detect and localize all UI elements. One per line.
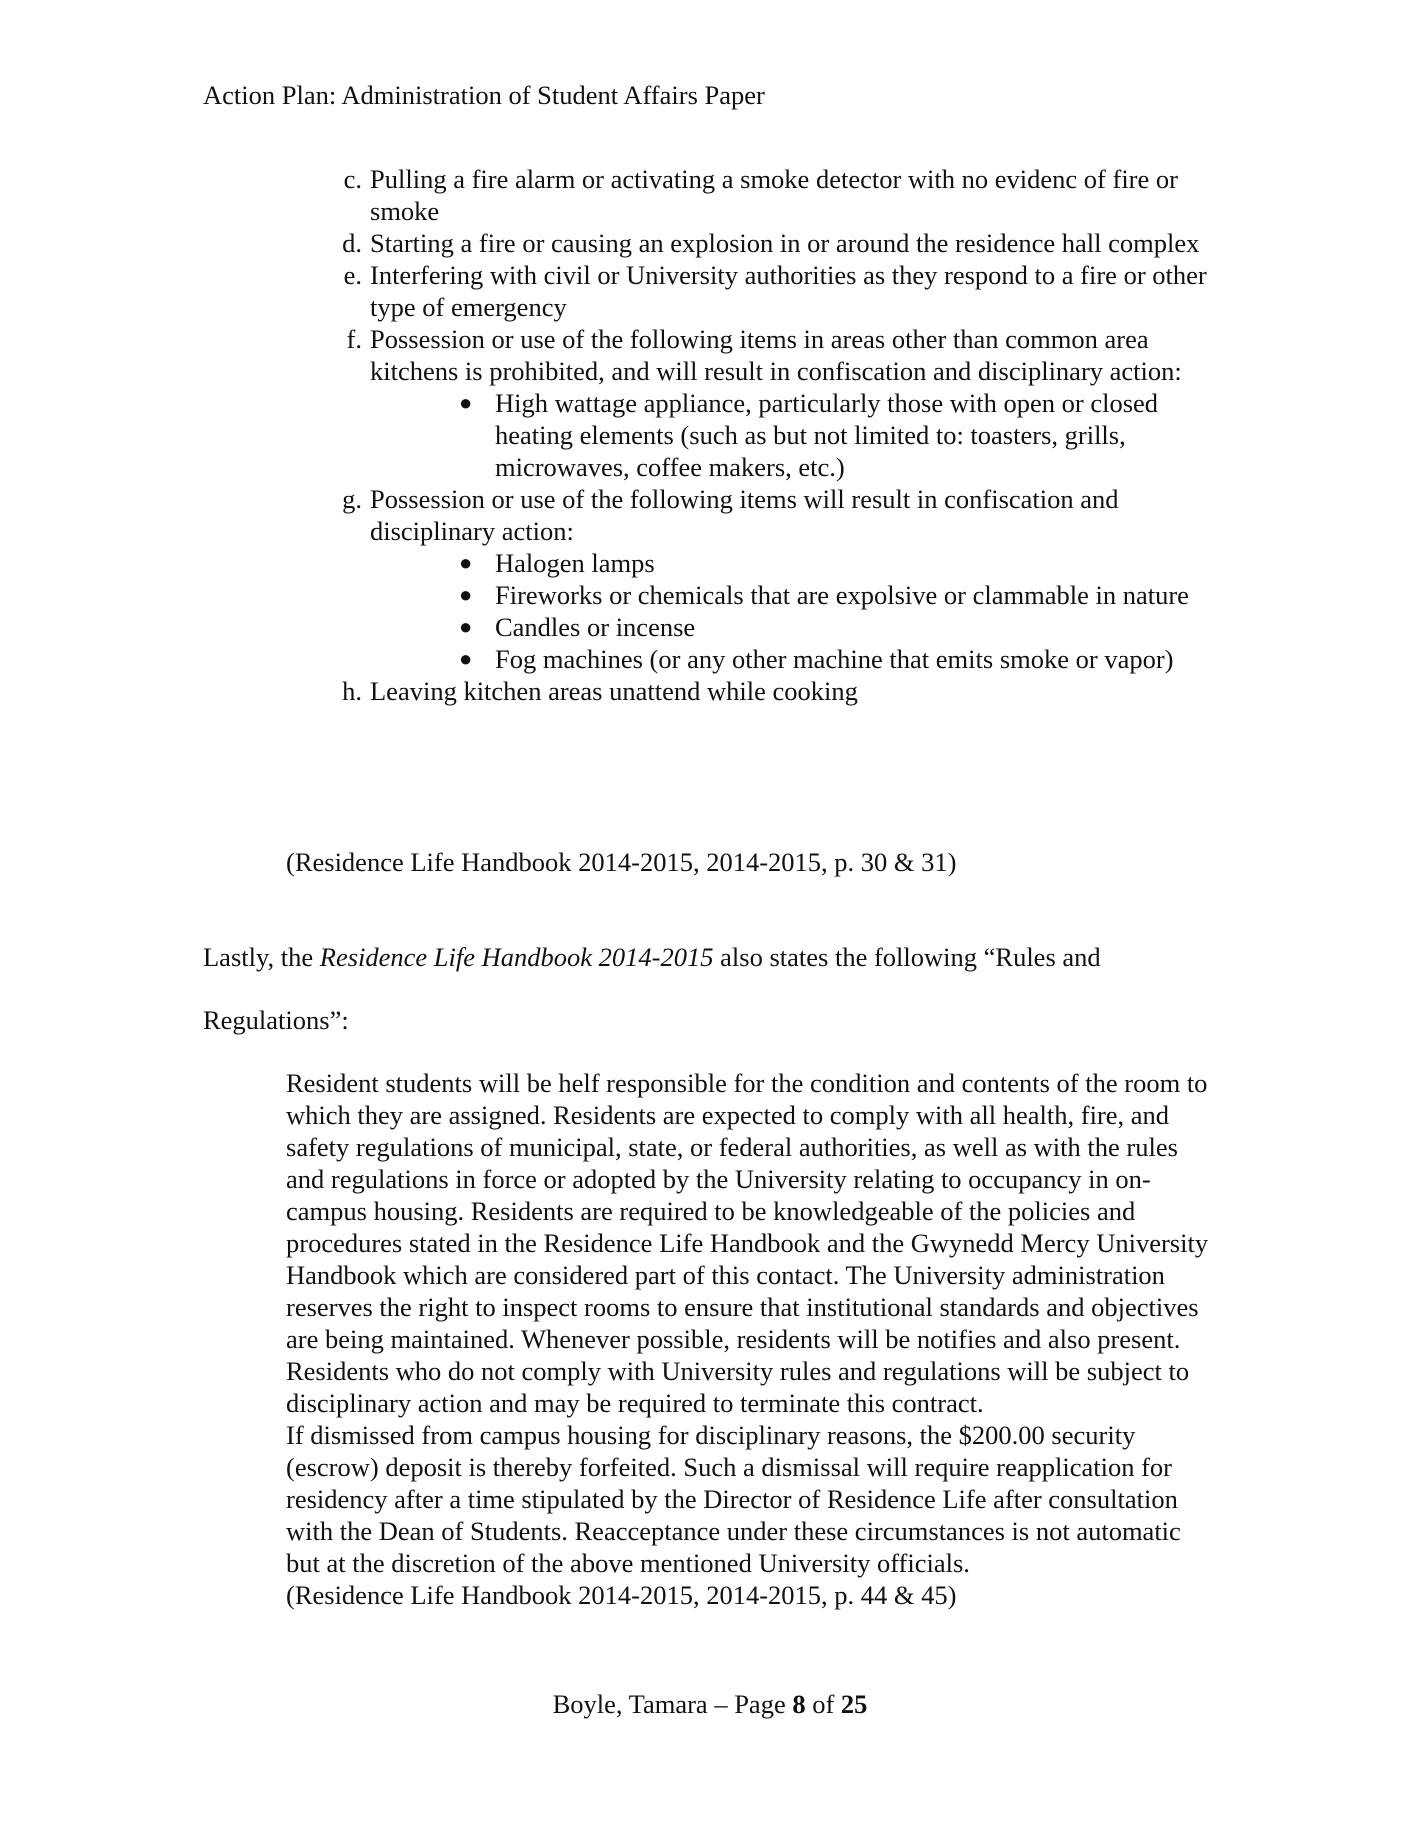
blockquote-citation: (Residence Life Handbook 2014-2015, 2014-2015, p. 44 & 45): [286, 1580, 957, 1610]
blockquote-paragraph: Resident students will be helf responsible for the condition and contents of the room to which they are assigned. Residents are expected to comply with all health, fire, and safety regulations of municipal, state, or federal authorities, as well as with the rules and regulations in force or adopted by the University relating to occupancy in on-campus housing. Residents are required to be knowledgeable of the policies and procedures stated in the Residence Life Handbook and the Gwynedd Mercy University Handbook which are considered part of this contact. The University administration reserves the right to inspect rooms to ensure that institutional standards and objectives are being maintained. Whenever possible, residents will be notifies and also present. Residents who do not comply with University rules and regulations will be subject to disciplinary action and may be required to terminate this contract.: [286, 1068, 1209, 1418]
list-marker: g.: [342, 484, 362, 514]
prohibited-items-bullet-list: [0, 547, 1420, 675]
list-item-text: Interfering with civil or University authorities as they respond to a fire or other type of emergency: [370, 260, 1207, 322]
bullet-icon: ●: [459, 646, 473, 671]
footer-author: Boyle, Tamara – Page: [552, 1689, 793, 1719]
list-marker: f.: [346, 324, 362, 354]
list-item-d: [342, 227, 1220, 259]
running-header: Action Plan: Administration of Student Affairs Paper: [203, 80, 765, 110]
bullet-icon: ●: [459, 550, 473, 575]
bullet-item: [459, 643, 1225, 675]
rules-blockquote: [286, 1067, 1221, 1611]
list-marker: d.: [342, 228, 362, 258]
list-item-text: Possession or use of the following items will result in confiscation and disciplinary action:: [370, 484, 1119, 546]
list-item-h: [342, 675, 1220, 707]
list-item-text: Pulling a fire alarm or activating a smoke detector with no evidenc of fire or smoke: [370, 164, 1178, 226]
bullet-item: [459, 547, 1225, 579]
intro-text-before: Lastly, the: [203, 942, 320, 972]
list-item-text: Starting a fire or causing an explosion in or around the residence hall complex: [370, 228, 1200, 258]
handbook-title: Residence Life Handbook 2014-2015: [319, 942, 714, 972]
list-item-c: [343, 163, 1220, 227]
citation-handbook-p30: (Residence Life Handbook 2014-2015, 2014-2015, p. 30 & 31): [286, 847, 957, 877]
blockquote-paragraph: If dismissed from campus housing for disciplinary reasons, the $200.00 security (escrow) deposit is thereby forfeited. Such a dismissal will require reapplication for residency after a time stipulated by the Director of Residence Life after consultation with the Dean of Students. Reacceptance under these circumstances is not automatic but at the discretion of the above mentioned University officials.: [286, 1420, 1181, 1578]
bullet-text: High wattage appliance, particularly those with open or closed heating elements (such as but not limited to: toasters, grills, microwaves, coffee makers, etc.): [495, 388, 1159, 482]
bullet-icon: ●: [459, 582, 473, 607]
page-footer: [0, 1688, 1420, 1720]
list-item-e: [343, 259, 1220, 323]
list-marker: h.: [342, 676, 362, 706]
bullet-text: Fireworks or chemicals that are expolsive or clammable in nature: [495, 580, 1189, 610]
bullet-text: Fog machines (or any other machine that emits smoke or vapor): [495, 644, 1174, 674]
footer-of: of: [805, 1689, 841, 1719]
intro-text-after: also states the following “Rules and: [713, 942, 1101, 972]
bullet-icon: ●: [459, 614, 473, 639]
page-total: 25: [840, 1689, 868, 1719]
bullet-item: [459, 387, 1225, 483]
intro-paragraph: [203, 941, 1101, 973]
list-item-g: [342, 483, 1220, 547]
bullet-text: Candles or incense: [495, 612, 696, 642]
page-number: 8: [792, 1689, 806, 1719]
list-item-text: Possession or use of the following items in areas other than common area kitchens is prohibited, and will result in confiscation and disciplinary action:: [370, 324, 1182, 386]
bullet-item: [459, 579, 1225, 611]
intro-paragraph-continued: Regulations”:: [203, 1005, 349, 1035]
bullet-icon: ●: [459, 390, 473, 415]
bullet-text: Halogen lamps: [495, 548, 655, 578]
list-item-f: [346, 323, 1220, 387]
list-marker: e.: [343, 260, 362, 290]
list-marker: c.: [343, 164, 362, 194]
list-item-text: Leaving kitchen areas unattend while cooking: [370, 676, 858, 706]
appliance-bullet-list: [0, 387, 1420, 483]
bullet-item: [459, 611, 1225, 643]
prohibited-items-list: [0, 163, 1420, 707]
